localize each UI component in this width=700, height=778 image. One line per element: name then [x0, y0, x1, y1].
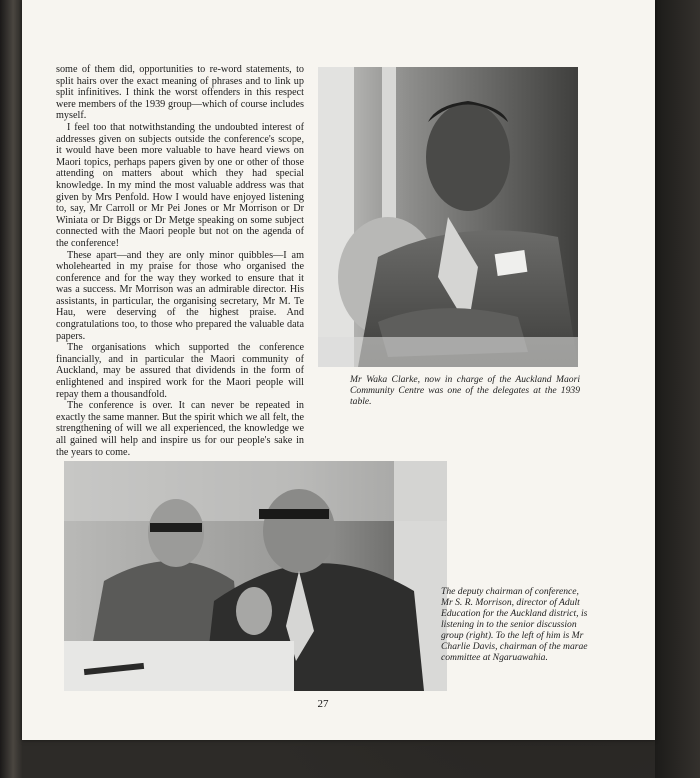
- article-paragraph: The conference is over. It can never be repeated in exactly the same manner. But the spirit which we all felt, the strengthening of will we all experienced, the knowledge we all gained will help and inspire us for our people's sake in the years to come.: [56, 400, 304, 458]
- article-paragraph: The organisations which supported the conference financially, and in particular the Maori community of Auckland, may be assured that dividends in the form of enlightened and inspired work for the Maori people will repay them a thousandfold.: [56, 342, 304, 400]
- article-paragraph: These apart—and they are only minor quibbles—I am wholehearted in my praise for those who organised the conference and for the way they worked to ensure that it was a success. Mr Morrison was an admirable director. His assistants, in particular, the organising secretary, Mr M. Te Hau, were deserving of the highest praise. And congratulations too, to those who prepared the valuable data papers.: [56, 249, 304, 342]
- article-paragraph: I feel too that notwithstanding the undoubted interest of addresses given on subjects outside the conference's scope, it would have been more valuable to have heard views on Maori topics, perhaps papers given by one or other of those attending on matters about which they had special knowledge. In my mind the most valuable address was that given by Mrs Penfold. How I would have enjoyed listening to, say, Mr Carroll or Mr Pei Jones or Mr Morrison or Dr Winiata or Dr Biggs or Dr Metge speaking on some subject connected with the Maori people but not on the agenda of the conference!: [56, 121, 304, 249]
- photo-morrison-davis: [64, 461, 447, 691]
- photo-caption-top: Mr Waka Clarke, now in charge of the Auckland Maori Community Centre was one of the delegates at the 1939 table.: [350, 374, 580, 407]
- page-number: 27: [317, 698, 329, 710]
- photo-waka-clarke: [318, 67, 578, 367]
- scanner-left-edge: [0, 0, 22, 778]
- article-body: [56, 64, 304, 458]
- photo-caption-bottom: The deputy chairman of conference, Mr S. R. Morrison, director of Adult Education for the Auckland district, is listening in to the senior discussion group (right). To the left of him is Mr Charlie Davis, chairman of the marae committee at Ngaruawahia.: [441, 586, 588, 663]
- scanner-right-edge: [655, 0, 700, 778]
- article-paragraph: some of them did, opportunities to re-word statements, to split hairs over the exact meaning of phrases and to link up split infinitives. I think the worst offenders in this respect were members of the 1939 group—which of course includes myself.: [56, 64, 304, 122]
